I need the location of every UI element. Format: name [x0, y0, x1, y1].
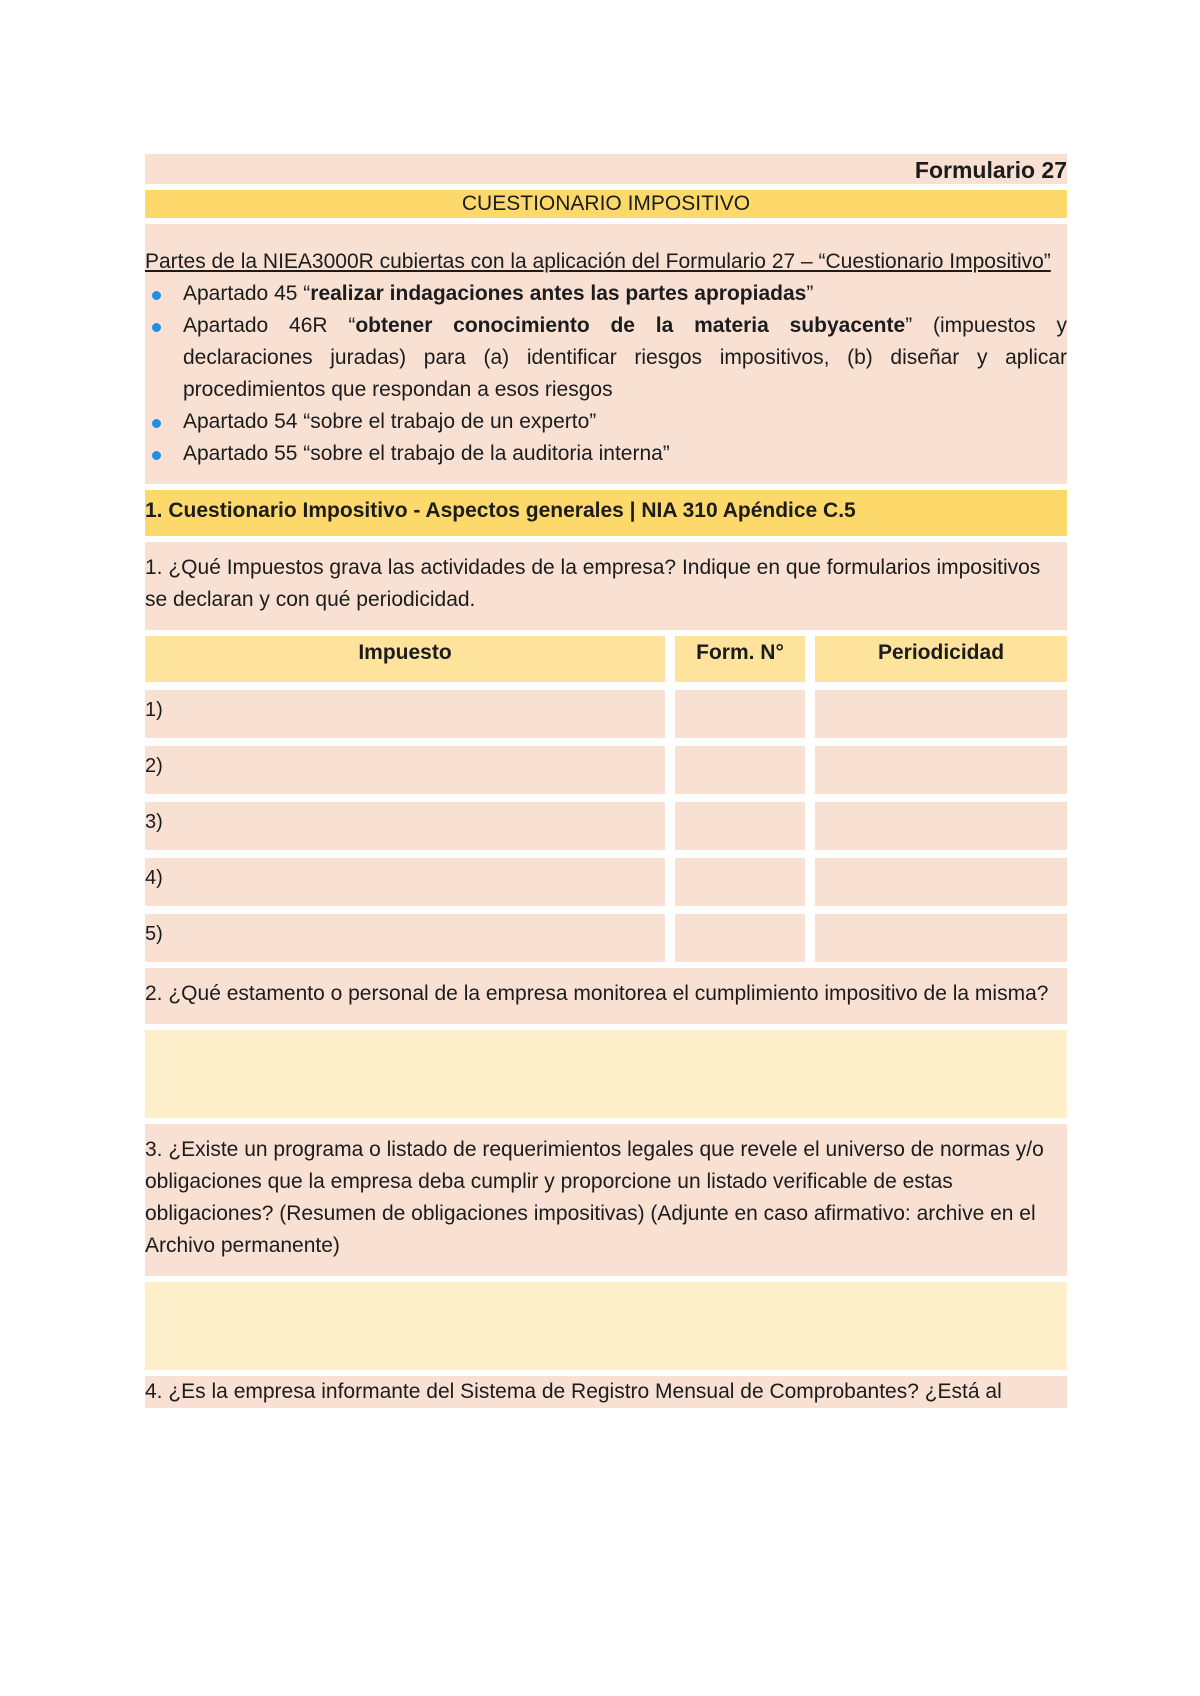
- form-number: Formulario 27: [145, 154, 1067, 184]
- list-item: [145, 278, 1067, 310]
- row-label: 3): [145, 802, 665, 850]
- question-1: 1. ¿Qué Impuestos grava las actividades de la empresa? Indique en que formularios impositivos se declaran y con qué periodicidad.: [145, 542, 1067, 630]
- periodicity-cell[interactable]: [815, 858, 1067, 906]
- table-row: [145, 858, 1067, 906]
- table-header-row: [145, 636, 1067, 682]
- row-label: 1): [145, 690, 665, 738]
- divider: [665, 636, 675, 682]
- item-text: Apartado 46R “: [183, 314, 356, 337]
- table-row: [145, 746, 1067, 794]
- item-text: Apartado 55 “sobre el trabajo de la auditoria interna”: [183, 442, 670, 465]
- section-title: 1. Cuestionario Impositivo - Aspectos generales | NIA 310 Apéndice C.5: [145, 490, 1067, 536]
- periodicity-cell[interactable]: [815, 690, 1067, 738]
- item-text: Apartado 45 “: [183, 282, 311, 305]
- header-periodicidad: Periodicidad: [815, 636, 1067, 682]
- item-text: ” (impuestos y declaraciones juradas) para (a) identificar riesgos impositivos, (b) diseñar y aplicar procedimientos que respondan a esos riesgos: [183, 314, 1067, 401]
- table-row: [145, 914, 1067, 962]
- question-4: 4. ¿Es la empresa informante del Sistema de Registro Mensual de Comprobantes? ¿Está al: [145, 1376, 1067, 1408]
- header-impuesto: Impuesto: [145, 636, 665, 682]
- form-number-cell[interactable]: [675, 690, 805, 738]
- question-3: 3. ¿Existe un programa o listado de requerimientos legales que revele el universo de normas y/o obligaciones que la empresa deba cumplir y proporcione un listado verificable de estas obligaciones? (Resumen de obligaciones impositivas) (Adjunte en caso afirmativo: archive en el Archivo permanente): [145, 1124, 1067, 1276]
- item-text: Apartado 54 “sobre el trabajo de un experto”: [183, 410, 597, 433]
- list-item: [145, 310, 1067, 406]
- row-label: 5): [145, 914, 665, 962]
- item-text: ”: [806, 282, 814, 305]
- form-page: [145, 154, 1067, 1408]
- periodicity-cell[interactable]: [815, 914, 1067, 962]
- form-title: CUESTIONARIO IMPOSITIVO: [145, 190, 1067, 218]
- form-number-cell[interactable]: [675, 914, 805, 962]
- form-number-cell[interactable]: [675, 858, 805, 906]
- list-item: [145, 406, 1067, 438]
- question-2: 2. ¿Qué estamento o personal de la empresa monitorea el cumplimiento impositivo de la misma?: [145, 968, 1067, 1024]
- niea-parts-list: [145, 278, 1067, 470]
- niea-parts-heading: Partes de la NIEA3000R cubiertas con la aplicación del Formulario 27 – “Cuestionario Impositivo”: [145, 250, 1051, 273]
- row-label: 2): [145, 746, 665, 794]
- row-label: 4): [145, 858, 665, 906]
- form-number-cell[interactable]: [675, 746, 805, 794]
- table-row: [145, 690, 1067, 738]
- list-item: [145, 438, 1067, 470]
- item-bold-text: realizar indagaciones antes las partes apropiadas: [310, 282, 807, 305]
- table-row: [145, 802, 1067, 850]
- divider: [805, 636, 815, 682]
- answer-3-field[interactable]: [145, 1282, 1067, 1370]
- tax-table: [145, 636, 1067, 962]
- periodicity-cell[interactable]: [815, 802, 1067, 850]
- form-number-cell[interactable]: [675, 802, 805, 850]
- niea-parts-block: [145, 224, 1067, 484]
- answer-2-field[interactable]: [145, 1030, 1067, 1118]
- item-bold-text: obtener conocimiento de la materia subyacente: [355, 314, 906, 337]
- periodicity-cell[interactable]: [815, 746, 1067, 794]
- header-form-number: Form. N°: [675, 636, 805, 682]
